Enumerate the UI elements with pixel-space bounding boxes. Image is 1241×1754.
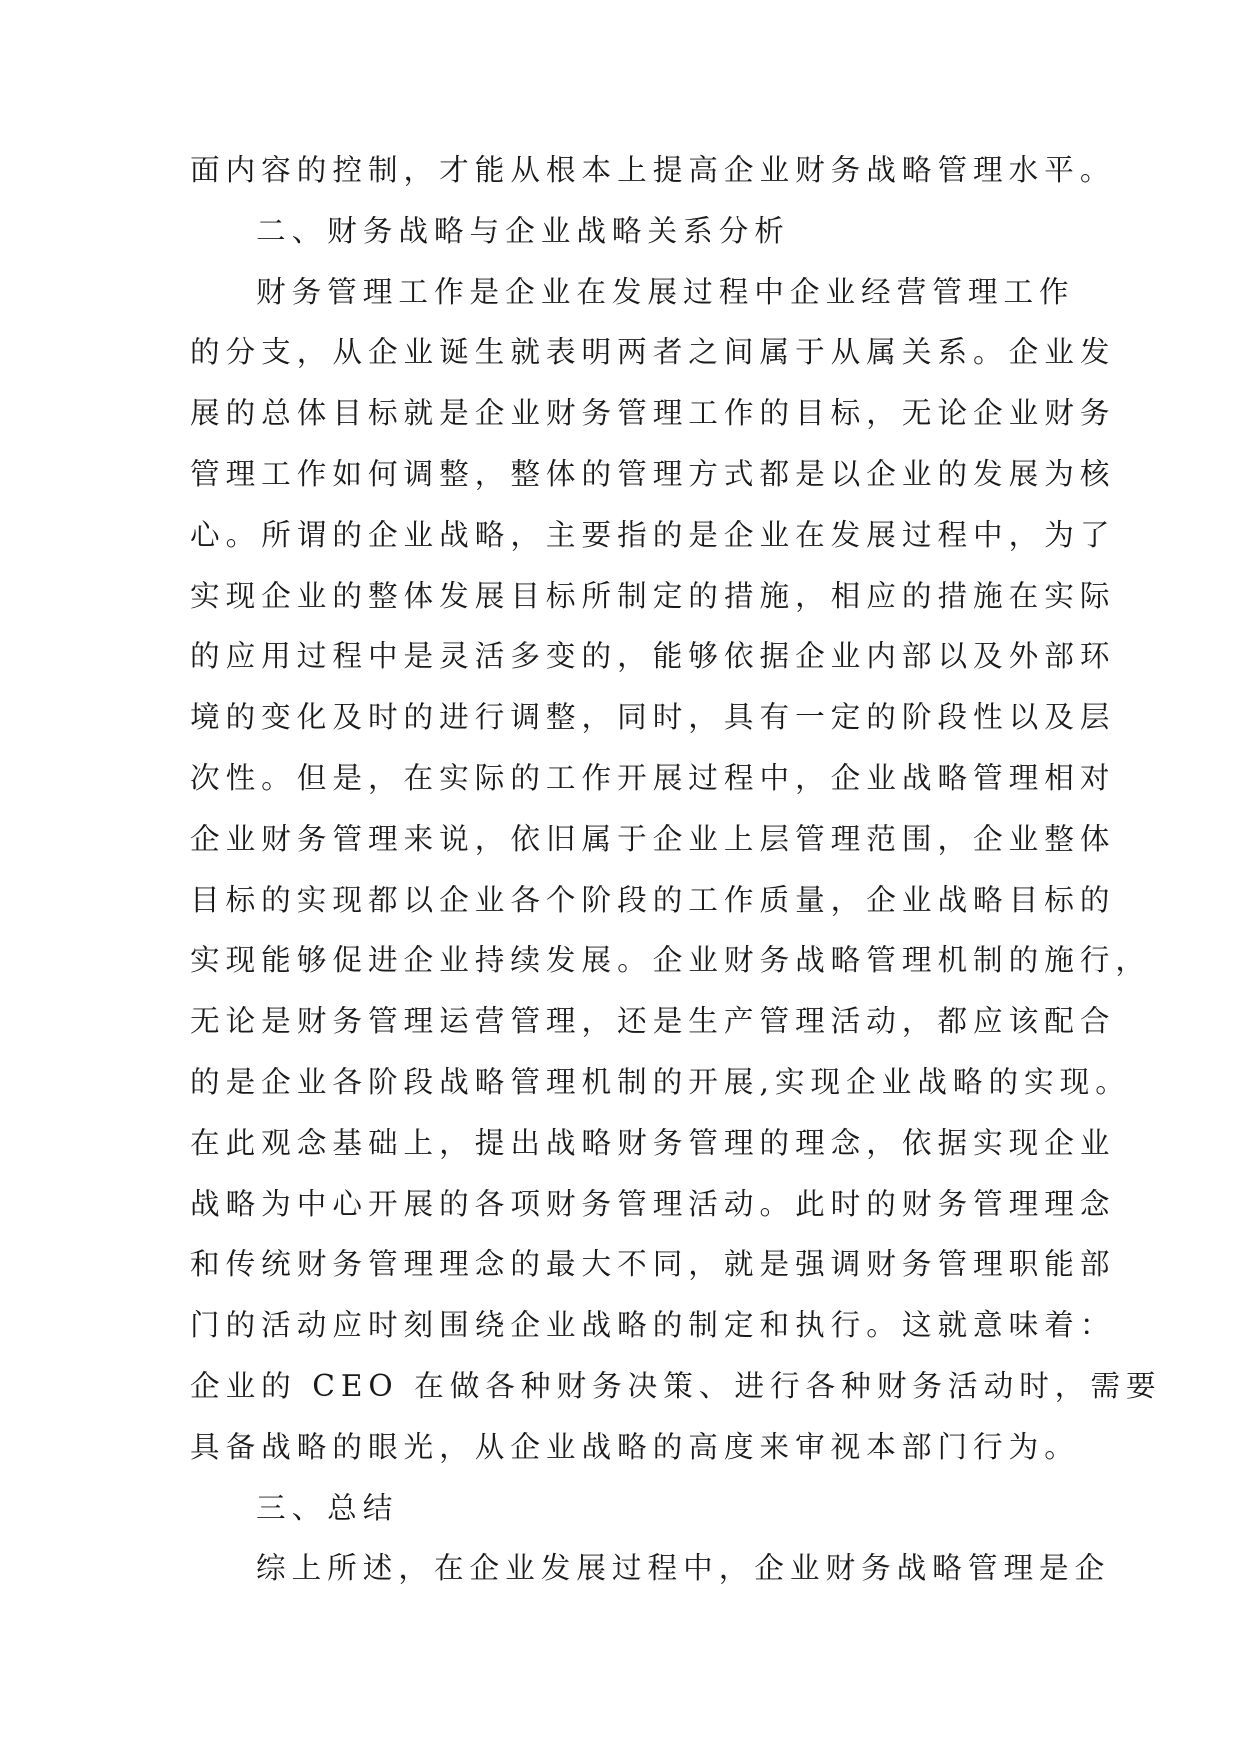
paragraph-first-line: 财务管理工作是企业在发展过程中企业经营管理工作 — [256, 274, 1075, 309]
body-line: 门的活动应时刻围绕企业战略的制定和执行。这就意味着： — [190, 1308, 1116, 1343]
body-line: 企业的 CEO 在做各种财务决策、进行各种财务活动时，需要 — [190, 1368, 1162, 1403]
body-line: 境的变化及时的进行调整，同时，具有一定的阶段性以及层 — [190, 700, 1116, 735]
body-line: 在此观念基础上，提出战略财务管理的理念，依据实现企业 — [190, 1125, 1116, 1160]
body-line: 次性。但是，在实际的工作开展过程中，企业战略管理相对 — [190, 760, 1116, 795]
body-line: 展的总体目标就是企业财务管理工作的目标，无论企业财务 — [190, 396, 1116, 431]
body-line: 和传统财务管理理念的最大不同，就是强调财务管理职能部 — [190, 1247, 1116, 1282]
body-line: 管理工作如何调整，整体的管理方式都是以企业的发展为核 — [190, 456, 1116, 491]
body-line: 的应用过程中是灵活多变的，能够依据企业内部以及外部环 — [190, 639, 1116, 674]
body-line: 实现能够促进企业持续发展。企业财务战略管理机制的施行， — [190, 943, 1152, 978]
body-line: 实现企业的整体发展目标所制定的措施，相应的措施在实际 — [190, 578, 1116, 613]
body-line: 心。所谓的企业战略，主要指的是企业在发展过程中，为了 — [190, 517, 1116, 552]
body-line: 面内容的控制，才能从根本上提高企业财务战略管理水平。 — [190, 153, 1116, 187]
body-line: 具备战略的眼光，从企业战略的高度来审视本部门行为。 — [190, 1429, 1080, 1464]
paragraph-first-line: 综上所述，在企业发展过程中，企业财务战略管理是企 — [256, 1551, 1111, 1586]
body-line: 企业财务管理来说，依旧属于企业上层管理范围，企业整体 — [190, 821, 1116, 856]
document-body — [190, 153, 1162, 1615]
body-line: 战略为中心开展的各项财务管理活动。此时的财务管理理念 — [190, 1186, 1116, 1221]
section-heading: 二、财务战略与企业战略关系分析 — [256, 213, 790, 248]
body-line: 的分支，从企业诞生就表明两者之间属于从属关系。企业发 — [190, 335, 1116, 370]
body-line: 无论是财务管理运营管理，还是生产管理活动，都应该配合 — [190, 1004, 1116, 1039]
body-line: 目标的实现都以企业各个阶段的工作质量，企业战略目标的 — [190, 882, 1116, 917]
body-line: 的是企业各阶段战略管理机制的开展,实现企业战略的实现。 — [190, 1064, 1131, 1099]
section-heading: 三、总结 — [256, 1490, 399, 1525]
